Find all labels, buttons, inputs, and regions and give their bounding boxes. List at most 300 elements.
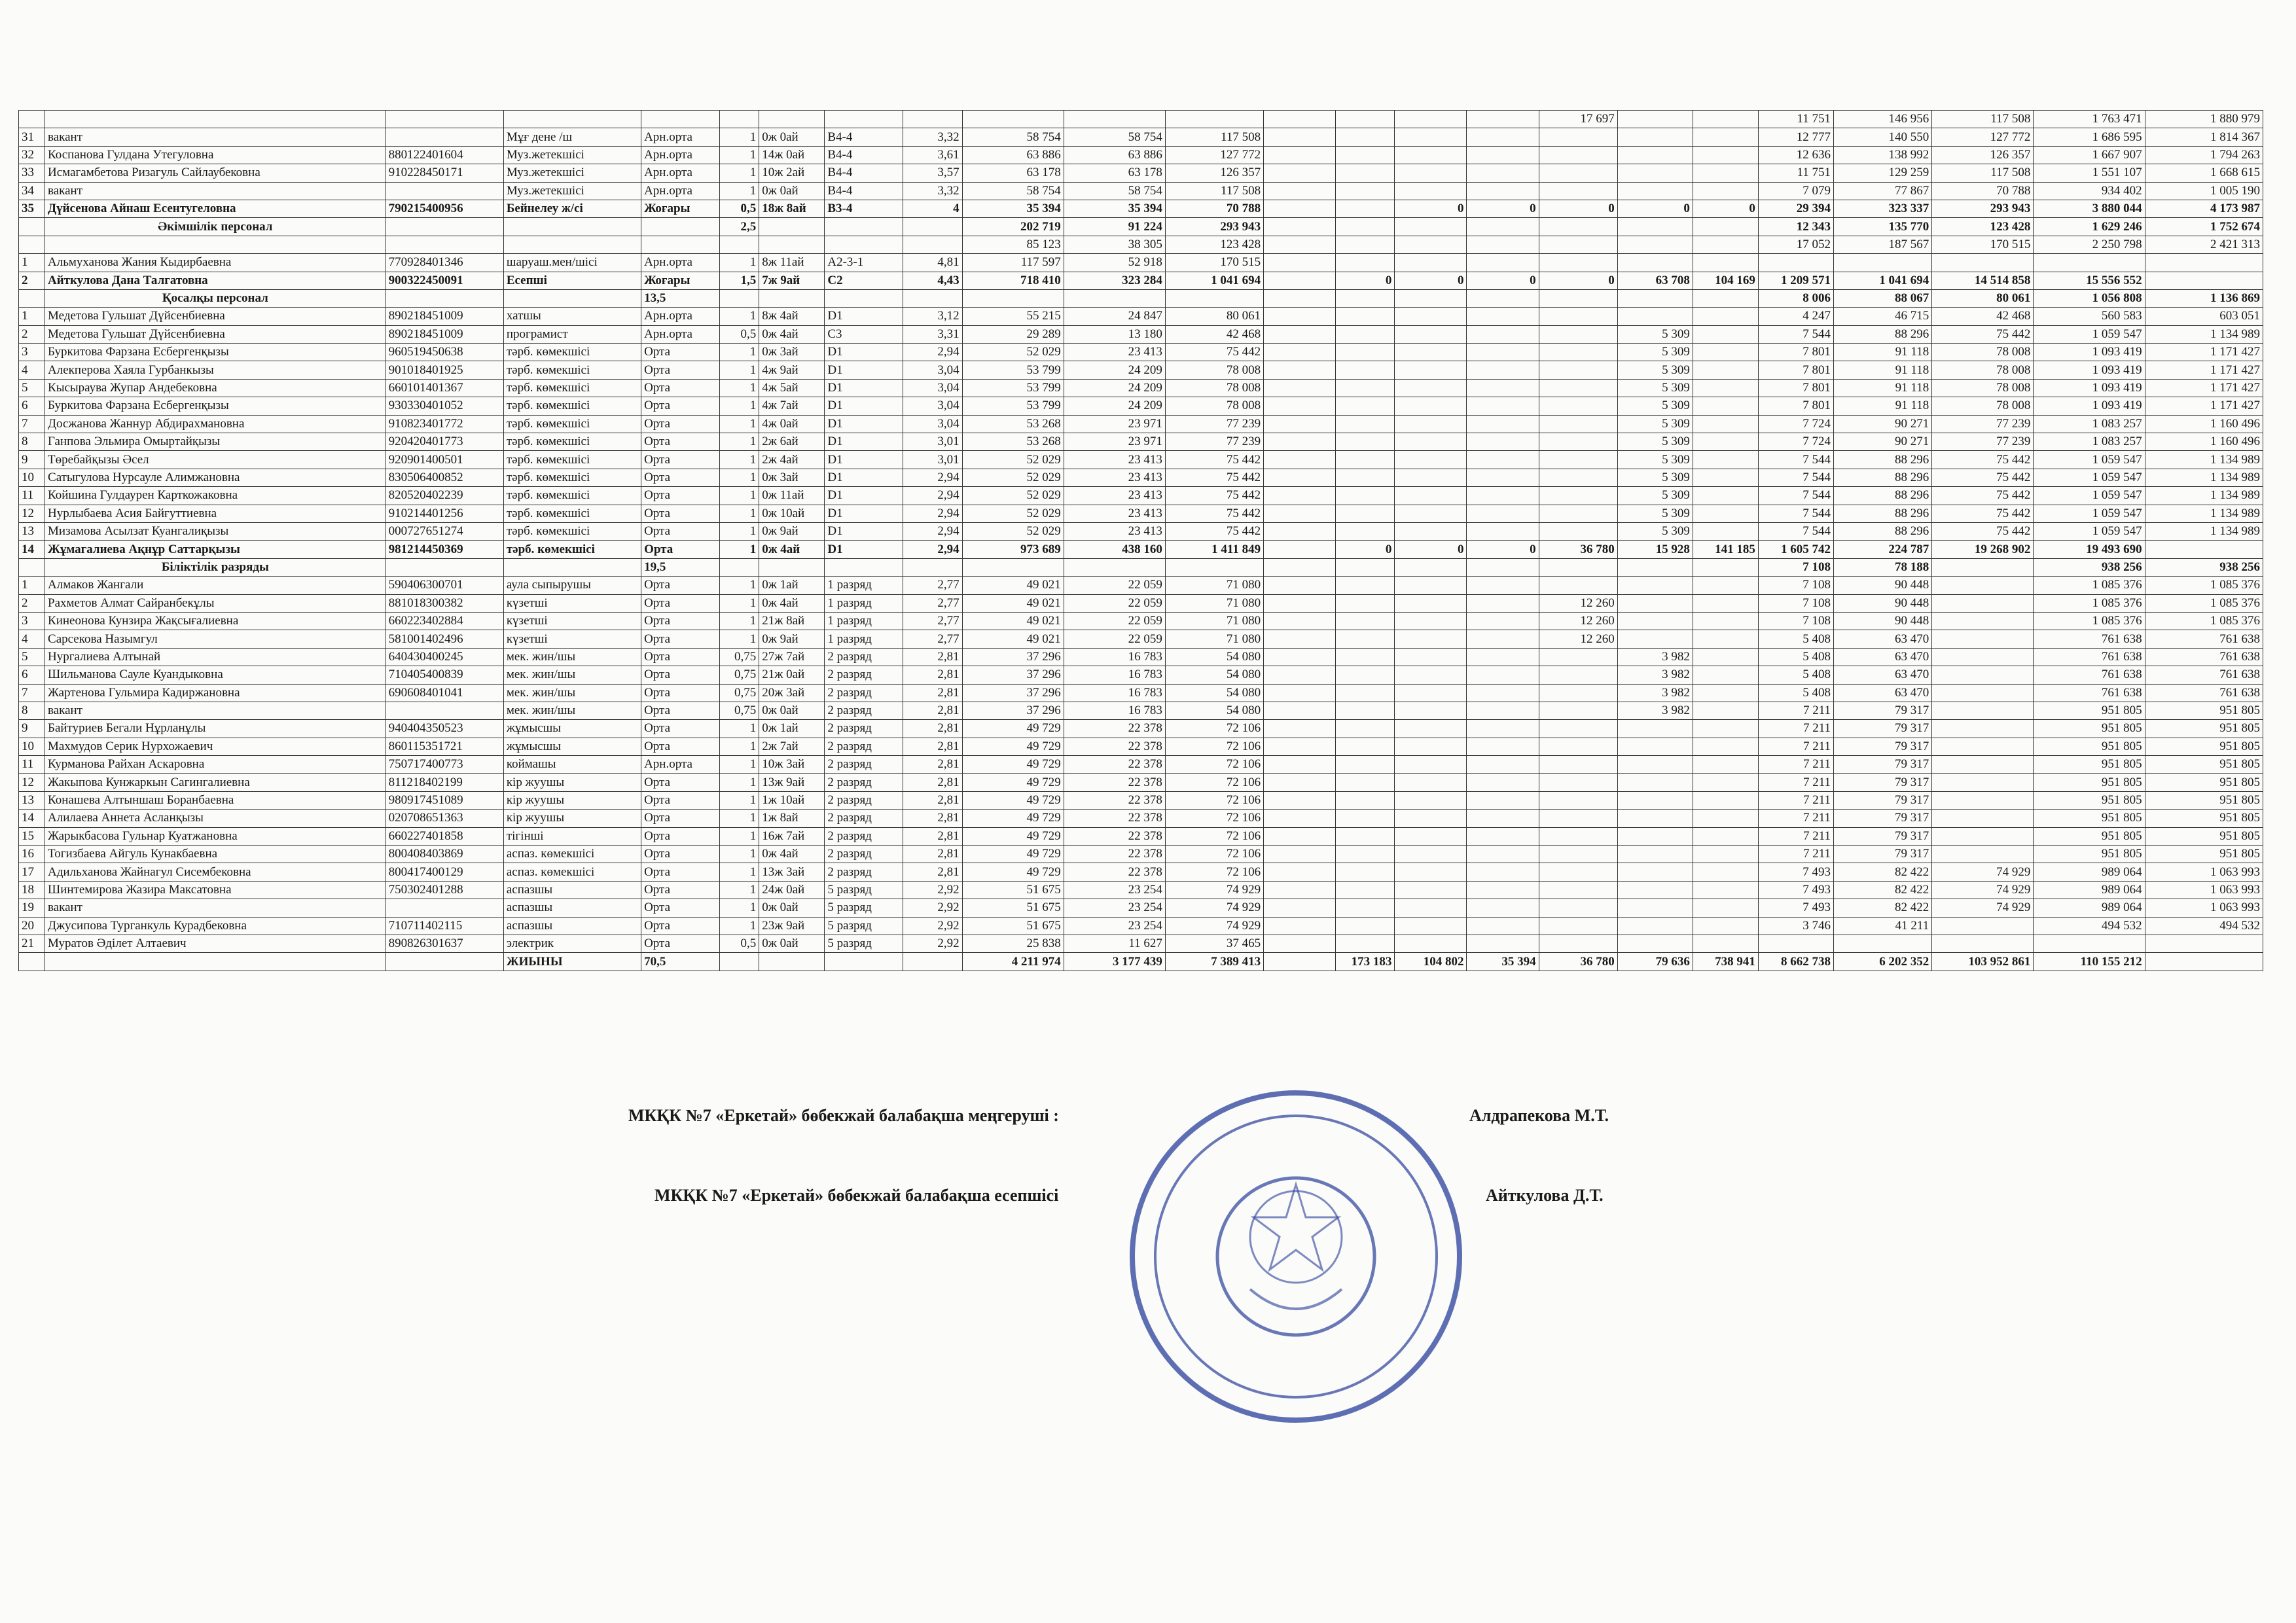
table-cell: 2,77: [903, 577, 962, 594]
table-cell: [386, 236, 503, 253]
table-cell: 1: [720, 738, 759, 755]
table-cell: [1693, 720, 1758, 738]
table-cell: [1264, 469, 1336, 486]
table-cell: [503, 558, 641, 576]
table-cell: Орта: [641, 361, 720, 379]
table-cell: [1264, 236, 1336, 253]
table-cell: 1 134 989: [2145, 325, 2263, 343]
table-cell: D1: [825, 344, 903, 361]
table-cell: Орта: [641, 344, 720, 361]
table-cell: 8 006: [1758, 289, 1833, 307]
table-cell: [1539, 361, 1617, 379]
table-cell: 761 638: [2034, 648, 2145, 666]
table-cell: [1264, 325, 1336, 343]
table-cell: Орта: [641, 487, 720, 505]
table-cell: тәрб. көмекшісі: [503, 397, 641, 415]
table-cell: 2 разряд: [825, 810, 903, 827]
table-cell: аспазшы: [503, 881, 641, 899]
table-cell: 951 805: [2145, 738, 2263, 755]
table-cell: 4,43: [903, 272, 962, 289]
table-cell: [1336, 289, 1395, 307]
table-cell: 0,5: [720, 935, 759, 952]
table-cell: 49 729: [962, 791, 1064, 809]
table-cell: 37 296: [962, 684, 1064, 702]
table-cell: [1693, 738, 1758, 755]
director-signature-line: МКҚК №7 «Еркетай» бөбекжай балабақша меңгеруші :: [628, 1106, 1059, 1125]
table-cell: 72 106: [1165, 863, 1263, 881]
table-cell: 5: [19, 648, 45, 666]
table-cell: 0ж 3ай: [759, 469, 825, 486]
director-name: Алдрапекова М.Т.: [1469, 1106, 1609, 1125]
table-cell: 70,5: [641, 953, 720, 971]
table-cell: 1 разряд: [825, 594, 903, 612]
table-cell: Жакыпова Кунжаркын Сагингалиевна: [45, 774, 386, 791]
table-cell: тәрб. көмекшісі: [503, 433, 641, 451]
table-cell: 790215400956: [386, 200, 503, 217]
table-cell: 3,04: [903, 415, 962, 433]
table-cell: Орта: [641, 451, 720, 469]
table-cell: [1467, 451, 1539, 469]
table-cell: 88 296: [1834, 325, 1932, 343]
table-cell: [1264, 272, 1336, 289]
table-cell: 80 061: [1165, 308, 1263, 325]
table-cell: Орта: [641, 738, 720, 755]
table-cell: Мұғ дене /ш: [503, 128, 641, 146]
table-cell: 77 867: [1834, 182, 1932, 200]
table-cell: 960519450638: [386, 344, 503, 361]
table-cell: 0,75: [720, 702, 759, 719]
table-cell: [19, 953, 45, 971]
table-cell: 24 209: [1064, 397, 1165, 415]
table-cell: 1 814 367: [2145, 128, 2263, 146]
table-cell: Төребайқызы Әсел: [45, 451, 386, 469]
table-cell: [1264, 774, 1336, 791]
table-cell: 7 544: [1758, 325, 1833, 343]
table-cell: [759, 236, 825, 253]
table-cell: 90 448: [1834, 612, 1932, 630]
table-cell: 3,04: [903, 379, 962, 397]
table-cell: [1617, 236, 1693, 253]
table-cell: 1 085 376: [2145, 612, 2263, 630]
table-cell: [1467, 810, 1539, 827]
table-cell: 46 715: [1834, 308, 1932, 325]
table-cell: [1693, 379, 1758, 397]
table-cell: [1539, 289, 1617, 307]
table-cell: Медетова Гульшат Дүйсенбиевна: [45, 308, 386, 325]
table-row: [19, 935, 2263, 952]
table-cell: 1 059 547: [2034, 325, 2145, 343]
table-cell: [1539, 791, 1617, 809]
table-cell: [1693, 756, 1758, 774]
table-cell: 2,81: [903, 702, 962, 719]
table-cell: [1617, 720, 1693, 738]
table-cell: 42 468: [1165, 325, 1263, 343]
table-cell: 12 260: [1539, 612, 1617, 630]
table-cell: 1: [720, 774, 759, 791]
table-cell: 1 134 989: [2145, 451, 2263, 469]
table-cell: [1693, 935, 1758, 952]
table-cell: [1264, 577, 1336, 594]
table-cell: [1395, 469, 1467, 486]
table-cell: 23 254: [1064, 881, 1165, 899]
table-cell: 19,5: [641, 558, 720, 576]
table-cell: 53 268: [962, 415, 1064, 433]
table-cell: D1: [825, 433, 903, 451]
table-cell: [1264, 756, 1336, 774]
table-cell: [1395, 594, 1467, 612]
table-cell: 63 470: [1834, 684, 1932, 702]
table-cell: [1617, 164, 1693, 182]
table-cell: 3,04: [903, 361, 962, 379]
table-cell: [2145, 541, 2263, 558]
table-cell: 3,32: [903, 128, 962, 146]
table-cell: [1395, 433, 1467, 451]
table-cell: 72 106: [1165, 720, 1263, 738]
table-row: [19, 846, 2263, 863]
table-cell: 4ж 0ай: [759, 415, 825, 433]
table-cell: [1693, 397, 1758, 415]
table-cell: 85 123: [962, 236, 1064, 253]
table-cell: 91 224: [1064, 218, 1165, 236]
table-row: [19, 146, 2263, 164]
table-cell: 53 799: [962, 361, 1064, 379]
table-cell: 7 724: [1758, 415, 1833, 433]
table-cell: 9: [19, 451, 45, 469]
table-cell: 951 805: [2034, 810, 2145, 827]
table-cell: 1 794 263: [2145, 146, 2263, 164]
table-cell: 24 209: [1064, 361, 1165, 379]
table-cell: 2,81: [903, 720, 962, 738]
table-cell: 17 697: [1539, 111, 1617, 128]
table-cell: 7 211: [1758, 846, 1833, 863]
table-cell: [1395, 648, 1467, 666]
table-cell: 75 442: [1932, 469, 2034, 486]
table-row: [19, 469, 2263, 486]
table-cell: Альмуханова Жания Кыдирбаевна: [45, 254, 386, 272]
table-cell: 951 805: [2034, 702, 2145, 719]
table-cell: 2,81: [903, 684, 962, 702]
table-cell: 1 880 979: [2145, 111, 2263, 128]
table-cell: 1: [19, 254, 45, 272]
table-cell: [1617, 846, 1693, 863]
table-cell: 1 059 547: [2034, 505, 2145, 522]
table-cell: 22 378: [1064, 810, 1165, 827]
table-cell: 72 106: [1165, 756, 1263, 774]
table-cell: 19 493 690: [2034, 541, 2145, 558]
table-cell: [1693, 164, 1758, 182]
table-cell: [1617, 218, 1693, 236]
table-cell: 74 929: [1165, 899, 1263, 917]
table-cell: 82 422: [1834, 881, 1932, 899]
table-cell: [19, 218, 45, 236]
table-cell: Орта: [641, 899, 720, 917]
table-cell: 79 317: [1834, 846, 1932, 863]
table-cell: [1693, 469, 1758, 486]
table-cell: 0: [1467, 272, 1539, 289]
table-cell: 29 289: [962, 325, 1064, 343]
table-cell: [1539, 666, 1617, 684]
table-cell: 90 271: [1834, 433, 1932, 451]
table-cell: 0ж 4ай: [759, 541, 825, 558]
table-cell: [1758, 935, 1833, 952]
table-cell: 78 008: [1165, 379, 1263, 397]
table-cell: 75 442: [1165, 522, 1263, 540]
table-cell: [1539, 308, 1617, 325]
table-cell: 1 разряд: [825, 577, 903, 594]
table-cell: 860115351721: [386, 738, 503, 755]
table-cell: [1336, 720, 1395, 738]
table-cell: 1: [19, 577, 45, 594]
table-cell: 2: [19, 594, 45, 612]
table-cell: 2,94: [903, 487, 962, 505]
table-cell: [1467, 594, 1539, 612]
table-cell: Орта: [641, 522, 720, 540]
table-cell: [1693, 774, 1758, 791]
table-cell: 18: [19, 881, 45, 899]
table-cell: 5 309: [1617, 415, 1693, 433]
table-cell: 8: [19, 702, 45, 719]
table-cell: 989 064: [2034, 899, 2145, 917]
table-cell: 6: [19, 397, 45, 415]
table-cell: 11 751: [1758, 111, 1833, 128]
table-cell: 49 021: [962, 630, 1064, 648]
table-cell: [1539, 863, 1617, 881]
table-cell: 0,75: [720, 648, 759, 666]
table-cell: [1264, 397, 1336, 415]
table-row: [19, 308, 2263, 325]
table-cell: 77 239: [1932, 433, 2034, 451]
table-cell: 1: [720, 128, 759, 146]
table-cell: [1395, 451, 1467, 469]
table-cell: 14 514 858: [1932, 272, 2034, 289]
table-cell: 6: [19, 666, 45, 684]
table-cell: [1693, 344, 1758, 361]
table-cell: [2034, 935, 2145, 952]
table-cell: 0ж 0ай: [759, 128, 825, 146]
table-cell: 74 929: [1932, 863, 2034, 881]
table-cell: 23 971: [1064, 415, 1165, 433]
table-cell: [1539, 558, 1617, 576]
table-cell: 77 239: [1165, 433, 1263, 451]
table-cell: [1336, 128, 1395, 146]
table-cell: 0ж 0ай: [759, 899, 825, 917]
table-cell: [903, 289, 962, 307]
table-cell: 52 029: [962, 505, 1064, 522]
table-cell: 79 317: [1834, 756, 1932, 774]
table-cell: 1ж 8ай: [759, 810, 825, 827]
table-cell: D1: [825, 451, 903, 469]
table-cell: 5 309: [1617, 505, 1693, 522]
table-cell: 2 разряд: [825, 774, 903, 791]
table-cell: 49 729: [962, 810, 1064, 827]
table-cell: [641, 111, 720, 128]
table-cell: [1932, 254, 2034, 272]
table-cell: 49 021: [962, 612, 1064, 630]
table-cell: [1834, 935, 1932, 952]
table-cell: Орта: [641, 469, 720, 486]
table-cell: 1 134 989: [2145, 487, 2263, 505]
table-cell: [720, 289, 759, 307]
table-cell: [1264, 146, 1336, 164]
table-cell: 117 597: [962, 254, 1064, 272]
table-row: [19, 720, 2263, 738]
table-cell: 989 064: [2034, 863, 2145, 881]
table-cell: [903, 218, 962, 236]
subtotal-row: [19, 200, 2263, 217]
table-cell: 12 343: [1758, 218, 1833, 236]
table-cell: [2034, 254, 2145, 272]
table-cell: [1264, 505, 1336, 522]
table-cell: 91 118: [1834, 361, 1932, 379]
table-cell: [1539, 182, 1617, 200]
table-cell: 58 754: [962, 182, 1064, 200]
table-cell: 820520402239: [386, 487, 503, 505]
table-cell: [1467, 111, 1539, 128]
table-cell: 750302401288: [386, 881, 503, 899]
table-cell: 72 106: [1165, 810, 1263, 827]
table-cell: 1 686 595: [2034, 128, 2145, 146]
table-cell: 123 428: [1165, 236, 1263, 253]
table-cell: 761 638: [2145, 666, 2263, 684]
table-cell: 1: [720, 810, 759, 827]
table-cell: [720, 236, 759, 253]
table-cell: 951 805: [2034, 846, 2145, 863]
table-cell: [720, 953, 759, 971]
table-cell: 72 106: [1165, 738, 1263, 755]
table-cell: [1617, 917, 1693, 935]
table-cell: [1693, 325, 1758, 343]
table-cell: коймашы: [503, 756, 641, 774]
table-cell: [1264, 935, 1336, 952]
table-cell: [825, 236, 903, 253]
table-cell: 0,75: [720, 684, 759, 702]
table-cell: тәрб. көмекшісі: [503, 505, 641, 522]
table-cell: [1932, 720, 2034, 738]
table-cell: 1 093 419: [2034, 379, 2145, 397]
table-cell: [1395, 236, 1467, 253]
table-cell: 5 408: [1758, 684, 1833, 702]
table-cell: 22 378: [1064, 846, 1165, 863]
table-cell: 951 805: [2145, 791, 2263, 809]
table-cell: 126 357: [1932, 146, 2034, 164]
table-cell: 63 886: [962, 146, 1064, 164]
table-cell: 0: [1617, 200, 1693, 217]
table-cell: [1467, 612, 1539, 630]
table-cell: 12: [19, 505, 45, 522]
table-cell: 3,32: [903, 182, 962, 200]
table-cell: 75 442: [1932, 487, 2034, 505]
table-cell: 52 918: [1064, 254, 1165, 272]
table-cell: [1336, 325, 1395, 343]
table-cell: 1: [720, 505, 759, 522]
table-cell: 16 783: [1064, 666, 1165, 684]
table-cell: 5 309: [1617, 325, 1693, 343]
table-cell: Орта: [641, 505, 720, 522]
table-cell: 91 118: [1834, 344, 1932, 361]
table-cell: [1264, 111, 1336, 128]
table-cell: [1165, 289, 1263, 307]
table-cell: 1: [720, 379, 759, 397]
table-cell: Орта: [641, 666, 720, 684]
table-cell: Орта: [641, 863, 720, 881]
table-cell: [1395, 111, 1467, 128]
table-cell: электрик: [503, 935, 641, 952]
table-cell: 4ж 9ай: [759, 361, 825, 379]
table-cell: 1: [720, 541, 759, 558]
table-cell: [1539, 325, 1617, 343]
table-cell: мек. жин/шы: [503, 648, 641, 666]
table-cell: 2 разряд: [825, 863, 903, 881]
table-cell: D1: [825, 522, 903, 540]
table-cell: 2 разряд: [825, 684, 903, 702]
table-cell: 890218451009: [386, 325, 503, 343]
table-cell: [1693, 594, 1758, 612]
table-cell: [1467, 487, 1539, 505]
table-cell: [1264, 594, 1336, 612]
table-cell: 6 202 352: [1834, 953, 1932, 971]
table-cell: [1539, 433, 1617, 451]
table-cell: [1336, 594, 1395, 612]
table-cell: 1: [720, 917, 759, 935]
table-cell: [1395, 415, 1467, 433]
table-cell: [1467, 827, 1539, 845]
table-cell: [1693, 433, 1758, 451]
table-cell: [1693, 254, 1758, 272]
table-cell: 14ж 0ай: [759, 146, 825, 164]
table-row: [19, 505, 2263, 522]
table-cell: Арн.орта: [641, 308, 720, 325]
table-cell: [1539, 254, 1617, 272]
table-cell: 1 041 694: [1165, 272, 1263, 289]
table-cell: 934 402: [2034, 182, 2145, 200]
table-cell: [1539, 702, 1617, 719]
table-cell: [1932, 774, 2034, 791]
table-cell: [1264, 541, 1336, 558]
subtotal-row: [19, 541, 2263, 558]
table-cell: 1: [720, 361, 759, 379]
table-cell: [19, 236, 45, 253]
table-cell: 1 063 993: [2145, 899, 2263, 917]
table-cell: Муз.жетекшісі: [503, 182, 641, 200]
table-cell: 2ж 6ай: [759, 433, 825, 451]
table-cell: [1336, 146, 1395, 164]
table-cell: [1693, 451, 1758, 469]
table-cell: [1336, 236, 1395, 253]
table-cell: [386, 558, 503, 576]
table-cell: 0: [1693, 200, 1758, 217]
table-cell: 4: [903, 200, 962, 217]
table-cell: [1264, 810, 1336, 827]
table-cell: [1467, 433, 1539, 451]
table-cell: [45, 111, 386, 128]
table-cell: [1617, 935, 1693, 952]
table-cell: [1693, 666, 1758, 684]
table-cell: 1 085 376: [2034, 594, 2145, 612]
table-cell: [1395, 863, 1467, 881]
table-cell: 135 770: [1834, 218, 1932, 236]
table-cell: 690608401041: [386, 684, 503, 702]
table-cell: 901018401925: [386, 361, 503, 379]
table-cell: [1336, 379, 1395, 397]
table-cell: [2145, 935, 2263, 952]
table-cell: 5 309: [1617, 451, 1693, 469]
table-cell: 7 211: [1758, 791, 1833, 809]
table-cell: 88 067: [1834, 289, 1932, 307]
table-cell: 750717400773: [386, 756, 503, 774]
table-cell: [1395, 128, 1467, 146]
table-cell: 940404350523: [386, 720, 503, 738]
table-cell: [1264, 289, 1336, 307]
